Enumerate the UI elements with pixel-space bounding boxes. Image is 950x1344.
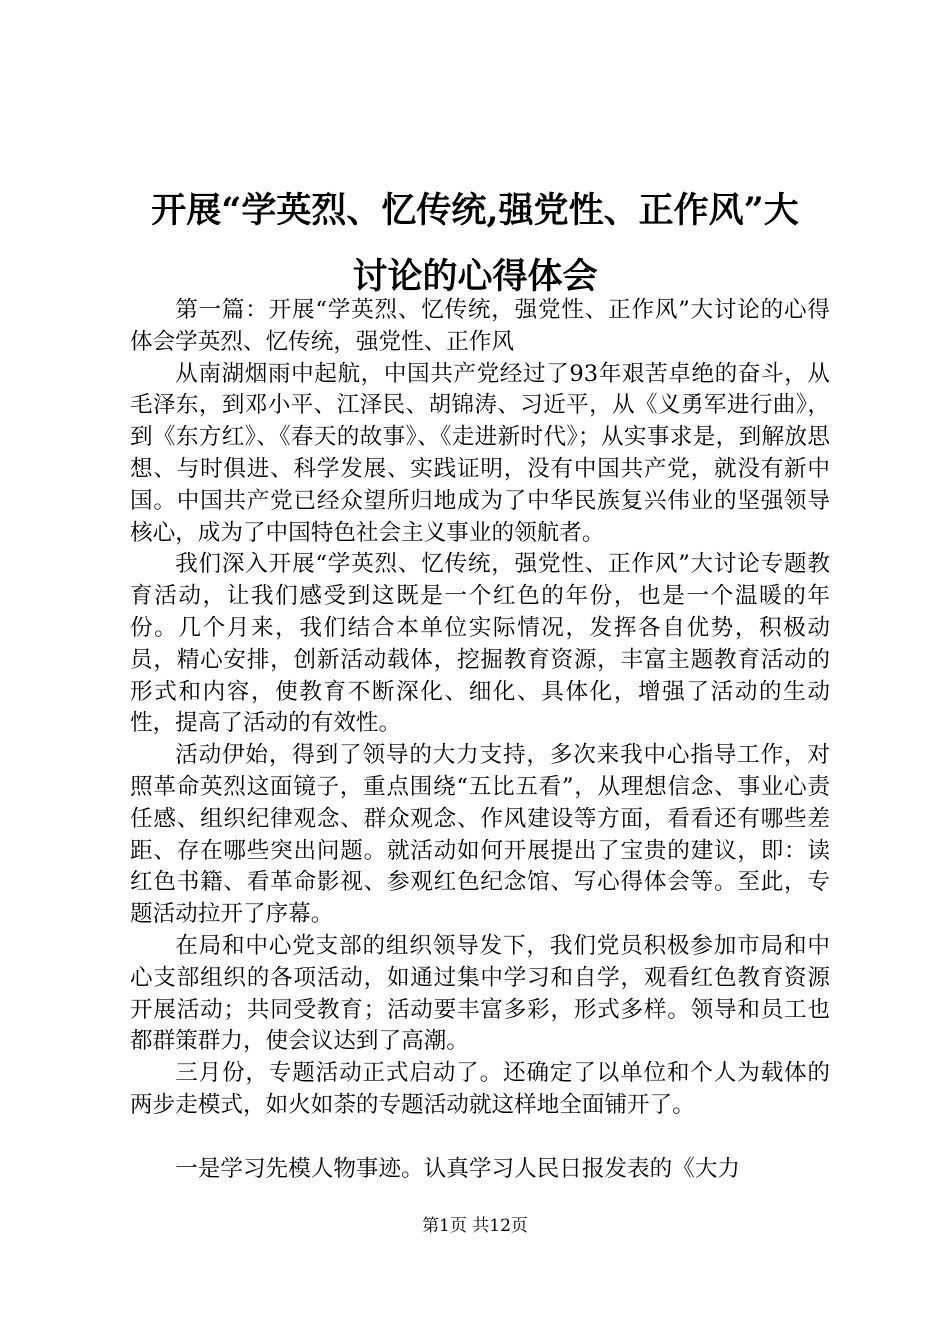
page-footer: 第1页 共12页 — [422, 1216, 528, 1236]
paragraph-7: 一是学习先模人物事迹。认真学习人民日报发表的《大力 — [175, 1155, 741, 1182]
document-body — [130, 295, 830, 1185]
paragraph-5: 在局和中心党支部的组织领导发下，我们党员积极参加市局和中心支部组织的各项活动，如通过集中学习和自学，观看红色教育资源开展活动；共同受教育；活动要丰富多彩，形式多样。领导和员工也都群策群力，使会议达到了高潮。 — [130, 932, 830, 1055]
paragraph-6: 三月份，专题活动正式启动了。还确定了以单位和个人为载体的两步走模式，如火如荼的专题活动就这样地全面铺开了。 — [130, 1060, 830, 1118]
paragraph-4: 活动伊始，得到了领导的大力支持，多次来我中心指导工作，对照革命英烈这面镜子，重点围绕“五比五看”，从理想信念、事业心责任感、组织纪律观念、群众观念、作风建设等方面，看看还有哪些差距、存在哪些突出问题。就活动如何开展提出了宝贵的建议，即：读红色书籍、看革命影视、参观红色纪念馆、写心得体会等。至此，专题活动拉开了序幕。 — [130, 742, 830, 928]
title-line-1: 开展“学英烈、忆传统,强党性、正作风”大 — [151, 190, 799, 231]
paragraph-2: 从南湖烟雨中起航，中国共产党经过了93年艰苦卓绝的奋斗，从毛泽东，到邓小平、江泽民、胡锦涛、习近平，从《义勇军进行曲》，到《东方红》、《春天的故事》、《走进新时代》；从实事求是，到解放思想、与时俱进、科学发展、实践证明，没有中国共产党，就没有新中国。中国共产党已经众望所归地成为了中华民族复兴伟业的坚强领导核心，成为了中国特色社会主义事业的领航者。 — [130, 360, 830, 546]
paragraph-1: 第一篇：开展“学英烈、忆传统，强党性、正作风”大讨论的心得体会学英烈、忆传统，强党性、正作风 — [130, 297, 830, 355]
document-title — [110, 178, 840, 310]
title-line-2: 讨论的心得体会 — [352, 256, 598, 297]
paragraph-3: 我们深入开展“学英烈、忆传统，强党性、正作风”大讨论专题教育活动，让我们感受到这既是一个红色的年份，也是一个温暖的年份。几个月来，我们结合本单位实际情况，发挥各自优势，积极动员，精心安排，创新活动载体，挖掘教育资源，丰富主题教育活动的形式和内容，使教育不断深化、细化、具体化，增强了活动的生动性，提高了活动的有效性。 — [130, 551, 830, 737]
